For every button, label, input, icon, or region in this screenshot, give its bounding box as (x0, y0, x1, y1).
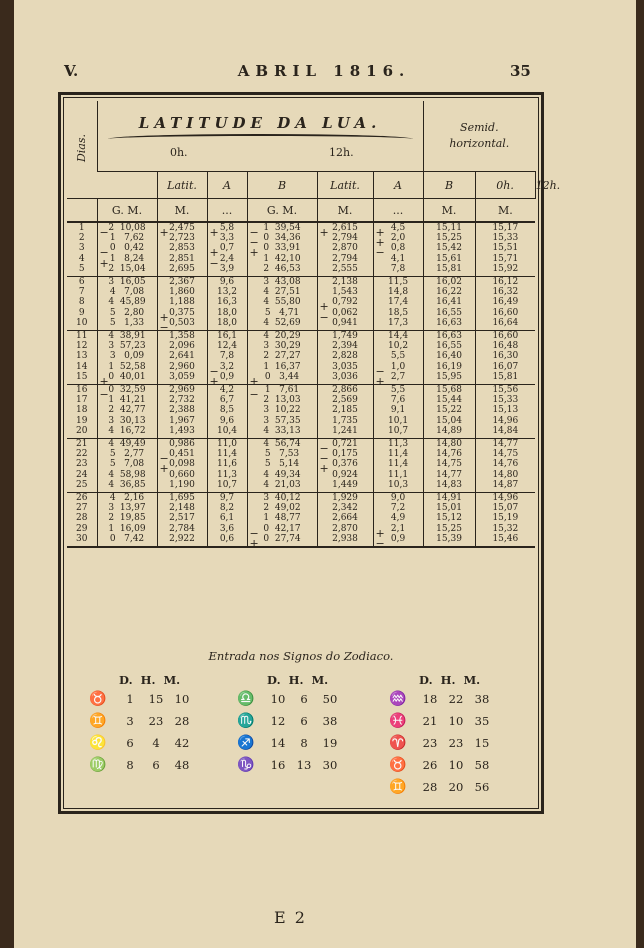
units-row (67, 199, 535, 223)
col-b-0: B (247, 172, 317, 199)
zodiac-sign-icon: ♉ (89, 691, 107, 707)
cell-b12 (373, 331, 423, 388)
value-column: 1 7,61 2 13,03 3 10,22 3 57,35 4 33,13 (263, 385, 301, 436)
signature-mark: E 2 (274, 908, 307, 927)
cell-a12 (317, 331, 373, 385)
zodiac-sign-icon: ♉ (389, 757, 407, 773)
sign-column: + (159, 226, 169, 239)
col-semid-0: 0h. (475, 172, 535, 199)
cell-lat12 (247, 277, 317, 331)
table-frame (58, 92, 561, 814)
semidiameter-header: Semid. horizontal. (423, 101, 535, 172)
zodiac-value: 30 (322, 758, 338, 772)
zodiac-value: 10 (270, 692, 286, 706)
zodiac-value: 42 (174, 736, 190, 750)
cell-a0 (157, 331, 207, 385)
cell-lat12 (247, 385, 317, 439)
sign-column: + (99, 374, 109, 388)
zodiac-value: 38 (474, 692, 490, 706)
value-column: 9,7 8,2 6,1 3,6 0,6 (219, 493, 235, 544)
cell-s12 (475, 277, 535, 331)
zodiac-entry (237, 713, 343, 735)
cell-days (67, 277, 97, 331)
zodiac-value: 1 (126, 692, 134, 706)
cell-s12 (475, 222, 535, 277)
zodiac-entry (237, 691, 343, 713)
value-column: 16,60 16,48 16,30 16,07 15,81 (492, 331, 519, 382)
cell-a12 (317, 439, 373, 493)
zodiac-sign-icon: ♍ (89, 757, 107, 773)
zodiac-value: 23 (422, 736, 438, 750)
unit-semid-12: M. (475, 199, 535, 223)
zodiac-entry (89, 735, 195, 757)
zodiac-value: 28 (174, 714, 190, 728)
col-a-12: A (373, 172, 423, 199)
value-column: 2,615 2,794 2,870 2,794 2,555 (332, 223, 358, 274)
value-column: 14,80 14,76 14,75 14,77 14,83 (436, 439, 462, 490)
cell-lat0 (97, 385, 157, 439)
value-column: 16,02 16,22 16,41 16,55 16,63 (436, 277, 462, 328)
value-column: 0,986 0,451 0,098 0,660 1,190 (169, 439, 195, 490)
sign-column: − + (159, 452, 169, 476)
cell-s0 (423, 331, 475, 385)
zodiac-value: 28 (422, 780, 438, 794)
col-b-12: B (423, 172, 475, 199)
value-column: 14,77 14,75 14,76 14,80 14,87 (492, 439, 519, 490)
value-column: 11,0 11,4 11,6 11,3 10,7 (216, 439, 238, 490)
page-section-label: V. (64, 62, 79, 80)
zodiac-entry (89, 757, 195, 779)
value-column: 5,8 3,3 0,7 2,4 3,9 (219, 223, 235, 274)
cell-b0 (207, 331, 247, 388)
value-column: 15,56 15,33 15,13 14,96 14,84 (492, 385, 519, 436)
zodiac-value: 20 (448, 780, 464, 794)
cell-a12 (317, 493, 373, 548)
value-column: 3 40,12 2 49,02 1 48,77 0 42,17 0 27,74 (263, 493, 301, 544)
value-column: 2,866 2,569 2,185 1,735 1,241 (332, 385, 358, 436)
cell-b12 (373, 222, 423, 277)
value-column: 0,721 0,175 0,376 0,924 1,449 (332, 439, 358, 490)
cell-a0 (157, 439, 207, 493)
col-a-0: A (207, 172, 247, 199)
cell-s12 (475, 493, 535, 548)
value-column: 1,695 2,148 2,517 2,784 2,922 (169, 493, 195, 544)
cell-b12 (373, 439, 423, 493)
value-column: 2,969 2,732 2,388 1,967 1,493 (169, 385, 195, 436)
cell-s0 (423, 222, 475, 277)
unit-latit-12: G. M. (247, 199, 317, 223)
sign-column: − − + (99, 226, 109, 270)
zodiac-value: 21 (422, 714, 438, 728)
page-running-title: ABRIL 1816. (237, 62, 411, 80)
col-latit-12: Latit. (317, 172, 373, 199)
zodiac-value: 26 (422, 758, 438, 772)
zodiac-value: 13 (296, 758, 312, 772)
zodiac-entry (89, 691, 195, 713)
zodiac-entry (389, 779, 495, 801)
zodiac-value: 3 (126, 714, 134, 728)
zodiac-entry (389, 735, 495, 757)
value-column: 1,749 2,394 2,828 3,035 3,036 (332, 331, 358, 382)
table-row-group (67, 222, 535, 277)
value-column: 14,4 10,2 5,5 1,0 2,7 (388, 331, 409, 382)
zodiac-sign-icon: ♌ (89, 735, 107, 751)
sign-column: + (319, 226, 329, 239)
sign-column: + − (375, 526, 385, 550)
zodiac-value: 6 (152, 758, 160, 772)
cell-a0 (157, 385, 207, 439)
cell-b0 (207, 385, 247, 439)
cell-days (67, 385, 97, 439)
days-header: Dias. (75, 133, 89, 163)
sign-column: + + − (209, 226, 219, 270)
zodiac-value: 14 (270, 736, 286, 750)
cell-b12 (373, 385, 423, 439)
book-page (14, 0, 636, 948)
sign-column: − + (249, 526, 259, 550)
cell-lat12 (247, 222, 317, 277)
zodiac-value: 50 (322, 692, 338, 706)
value-column: 14,96 15,07 15,19 15,32 15,46 (492, 493, 519, 544)
cell-b12 (373, 277, 423, 331)
table-row-group (67, 493, 535, 548)
zodiac-value: 58 (474, 758, 490, 772)
zodiac-value: 10 (448, 714, 464, 728)
value-column: 1 39,54 0 34,36 0 33,91 1 42,10 2 46,53 (263, 223, 301, 274)
sign-column: − (249, 388, 259, 401)
zodiac-value: 10 (448, 758, 464, 772)
zodiac-value: 6 (300, 714, 308, 728)
value-column: 15,68 15,44 15,22 15,04 14,89 (436, 385, 462, 436)
cell-days (67, 331, 97, 385)
value-column: 4,2 6,7 8,5 9,6 10,4 (216, 385, 238, 436)
sign-column: + + − (375, 226, 385, 260)
value-column: 15,17 15,33 15,51 15,71 15,92 (492, 223, 519, 274)
sign-column: − + (375, 364, 385, 388)
table-row-group (67, 439, 535, 493)
sign-column: − − + (319, 442, 329, 476)
zodiac-value: 4 (152, 736, 160, 750)
cell-lat0 (97, 222, 157, 277)
unit-b-0: ... (207, 199, 247, 223)
value-column: 3 16,05 4 7,08 4 45,89 5 2,80 5 1,33 (108, 277, 146, 328)
sign-column: − (99, 388, 109, 401)
zodiac-sign-icon: ♑ (237, 757, 255, 773)
unit-semid-0: M. (423, 199, 475, 223)
unit-a-0: M. (157, 199, 207, 223)
value-column: 11,5 14,8 17,4 18,5 17,3 (388, 277, 409, 328)
value-column: 9,6 13,2 16,3 18,0 18,0 (216, 277, 238, 328)
unit-b-12: ... (373, 199, 423, 223)
zodiac-sign-icon: ♐ (237, 735, 255, 751)
cell-s12 (475, 439, 535, 493)
column-header-row: Latit. A B Latit. A B 0h. 12h. (67, 172, 535, 199)
latitude-title-cell (97, 101, 423, 172)
value-column: 4 49,49 5 2,77 5 7,08 4 58,98 4 36,85 (108, 439, 146, 490)
value-column: 4 56,74 5 7,53 5 5,14 4 49,34 4 21,03 (263, 439, 301, 490)
cell-lat12 (247, 331, 317, 388)
zodiac-value: 16 (270, 758, 286, 772)
zodiac-sign-icon: ♊ (389, 779, 407, 795)
value-column: 2 10,08 1 7,62 0 0,42 1 8,24 2 15,04 (108, 223, 146, 274)
cell-days (67, 493, 97, 548)
zodiac-entry (389, 713, 495, 735)
page-number: 35 (510, 62, 531, 80)
zodiac-sign-icon: ♓ (389, 713, 407, 729)
zodiac-value: 23 (448, 736, 464, 750)
cell-a12 (317, 277, 373, 331)
zodiac-value: 56 (474, 780, 490, 794)
sign-column: + (249, 374, 259, 388)
zodiac-value: 8 (126, 758, 134, 772)
cell-a0 (157, 493, 207, 548)
zodiac-value: 6 (300, 692, 308, 706)
value-column: 2,475 2,723 2,853 2,851 2,695 (169, 223, 195, 274)
latitude-title: LATITUDE DA LUA. (138, 113, 382, 132)
value-column: 1 2 3 4 5 (78, 223, 85, 274)
zodiac-entry (389, 757, 495, 779)
zodiac-value: 18 (422, 692, 438, 706)
value-column: 11,3 11,4 11,4 11,1 10,3 (388, 439, 409, 490)
value-column: 14,91 15,01 15,12 15,25 15,39 (436, 493, 462, 544)
hour-12-label: 12h. (329, 145, 354, 159)
zodiac-sign-icon: ♊ (89, 713, 107, 729)
zodiac-value: 48 (174, 758, 190, 772)
zodiac-entry (389, 691, 495, 713)
table-row-group (67, 331, 535, 385)
cell-lat0 (97, 439, 157, 493)
zodiac-value: 22 (448, 692, 464, 706)
cell-s0 (423, 439, 475, 493)
zodiac-value: 23 (148, 714, 164, 728)
zodiac-value: 15 (148, 692, 164, 706)
moon-latitude-table (67, 101, 561, 550)
cell-s0 (423, 385, 475, 439)
value-column: 16,12 16,32 16,49 16,60 16,64 (492, 277, 519, 328)
cell-b12 (373, 493, 423, 548)
cell-days (67, 222, 97, 277)
zodiac-entry (237, 735, 343, 757)
cell-lat0 (97, 331, 157, 388)
zodiac-col-1: D. H. M. ♉ 1 15 10 ♊ 3 23 28 ♌ 6 4 42 ♍ 8 6 48 (89, 673, 195, 779)
cell-lat0 (97, 277, 157, 331)
cell-lat12 (247, 439, 317, 493)
value-column: 4 38,91 3 57,23 3 0,09 1 52,58 0 40,01 (108, 331, 146, 382)
hour-0-label: 0h. (169, 145, 188, 159)
value-column: 21 22 23 24 25 (76, 439, 88, 490)
value-column: 5,5 7,6 9,1 10,1 10,7 (388, 385, 409, 436)
value-column: 4,5 2,0 0,8 4,1 7,8 (390, 223, 406, 274)
value-column: 1,358 2,096 2,641 2,960 3,059 (169, 331, 195, 382)
sign-column: + − (319, 300, 329, 324)
cell-a0 (157, 222, 207, 277)
sign-column: − + (209, 364, 219, 388)
value-column: 26 27 28 29 30 (76, 493, 88, 544)
cell-lat0 (97, 493, 157, 548)
value-column: 4 20,29 3 30,29 2 27,27 1 16,37 0 3,44 (263, 331, 301, 382)
zodiac-value: 38 (322, 714, 338, 728)
zodiac-sign-icon: ♎ (237, 691, 255, 707)
cell-s12 (475, 385, 535, 439)
value-column: 2,138 1,543 0,792 0,062 0,941 (332, 277, 358, 328)
zodiac-value: 6 (126, 736, 134, 750)
zodiac-value: 19 (322, 736, 338, 750)
cell-lat12 (247, 493, 317, 548)
value-column: 16,63 16,55 16,40 16,19 15,95 (436, 331, 462, 382)
value-column: 6 7 8 9 10 (76, 277, 88, 328)
zodiac-value: 10 (174, 692, 190, 706)
zodiac-value: 12 (270, 714, 286, 728)
zodiac-col-2: D. H. M. ♎ 10 6 50 ♏ 12 6 38 ♐ 14 8 19 ♑ 16 13 30 (237, 673, 343, 779)
table-row-group (67, 385, 535, 439)
cell-a12 (317, 222, 373, 277)
value-column: 3 43,08 4 27,51 4 55,80 5 4,71 4 52,69 (263, 277, 301, 328)
cell-b0 (207, 493, 247, 548)
cell-s0 (423, 493, 475, 548)
cell-a0 (157, 277, 207, 334)
cell-s0 (423, 277, 475, 331)
cell-b0 (207, 277, 247, 331)
zodiac-sign-icon: ♏ (237, 713, 255, 729)
zodiac-sign-icon: ♒ (389, 691, 407, 707)
value-column: 4 2,16 3 13,97 2 19,85 1 16,09 0 7,42 (108, 493, 146, 544)
value-column: 0 32,59 1 41,21 2 42,77 3 30,13 4 16,72 (108, 385, 146, 436)
table-row-group (67, 277, 535, 331)
zodiac-entry (237, 757, 343, 779)
value-column: 16,1 12,4 7,8 3,2 0,9 (216, 331, 238, 382)
zodiac-value: 35 (474, 714, 490, 728)
value-column: 1,929 2,342 2,664 2,870 2,938 (332, 493, 358, 544)
unit-a-12: M. (317, 199, 373, 223)
value-column: 2,367 1,860 1,188 0,375 0,503 (169, 277, 195, 328)
zodiac-title: Entrada nos Signos do Zodiaco. (208, 649, 394, 663)
sign-column: − − + (249, 226, 259, 260)
value-column: 16 17 18 19 20 (76, 385, 88, 436)
zodiac-section (67, 637, 535, 795)
value-column: 9,0 7,2 4,9 2,1 0,9 (390, 493, 406, 544)
cell-b0 (207, 439, 247, 493)
zodiac-value: 15 (474, 736, 490, 750)
zodiac-entry (89, 713, 195, 735)
value-column: 15,11 15,25 15,42 15,61 15,81 (436, 223, 462, 274)
value-column: 11 12 13 14 15 (76, 331, 88, 382)
cell-a12 (317, 385, 373, 439)
zodiac-sign-icon: ♈ (389, 735, 407, 751)
cell-days (67, 439, 97, 493)
unit-latit-0: G. M. (97, 199, 157, 223)
col-latit-0: Latit. (157, 172, 207, 199)
cell-b0 (207, 222, 247, 277)
cell-s12 (475, 331, 535, 385)
zodiac-col-3: D. H. M. ♒ 18 22 38 ♓ 21 10 35 ♈ 23 23 15 ♉ 26 10 58 ♊ 28 20 56 (389, 673, 495, 801)
zodiac-value: 8 (300, 736, 308, 750)
brace-divider (108, 134, 413, 144)
sign-column: + − (159, 310, 169, 334)
